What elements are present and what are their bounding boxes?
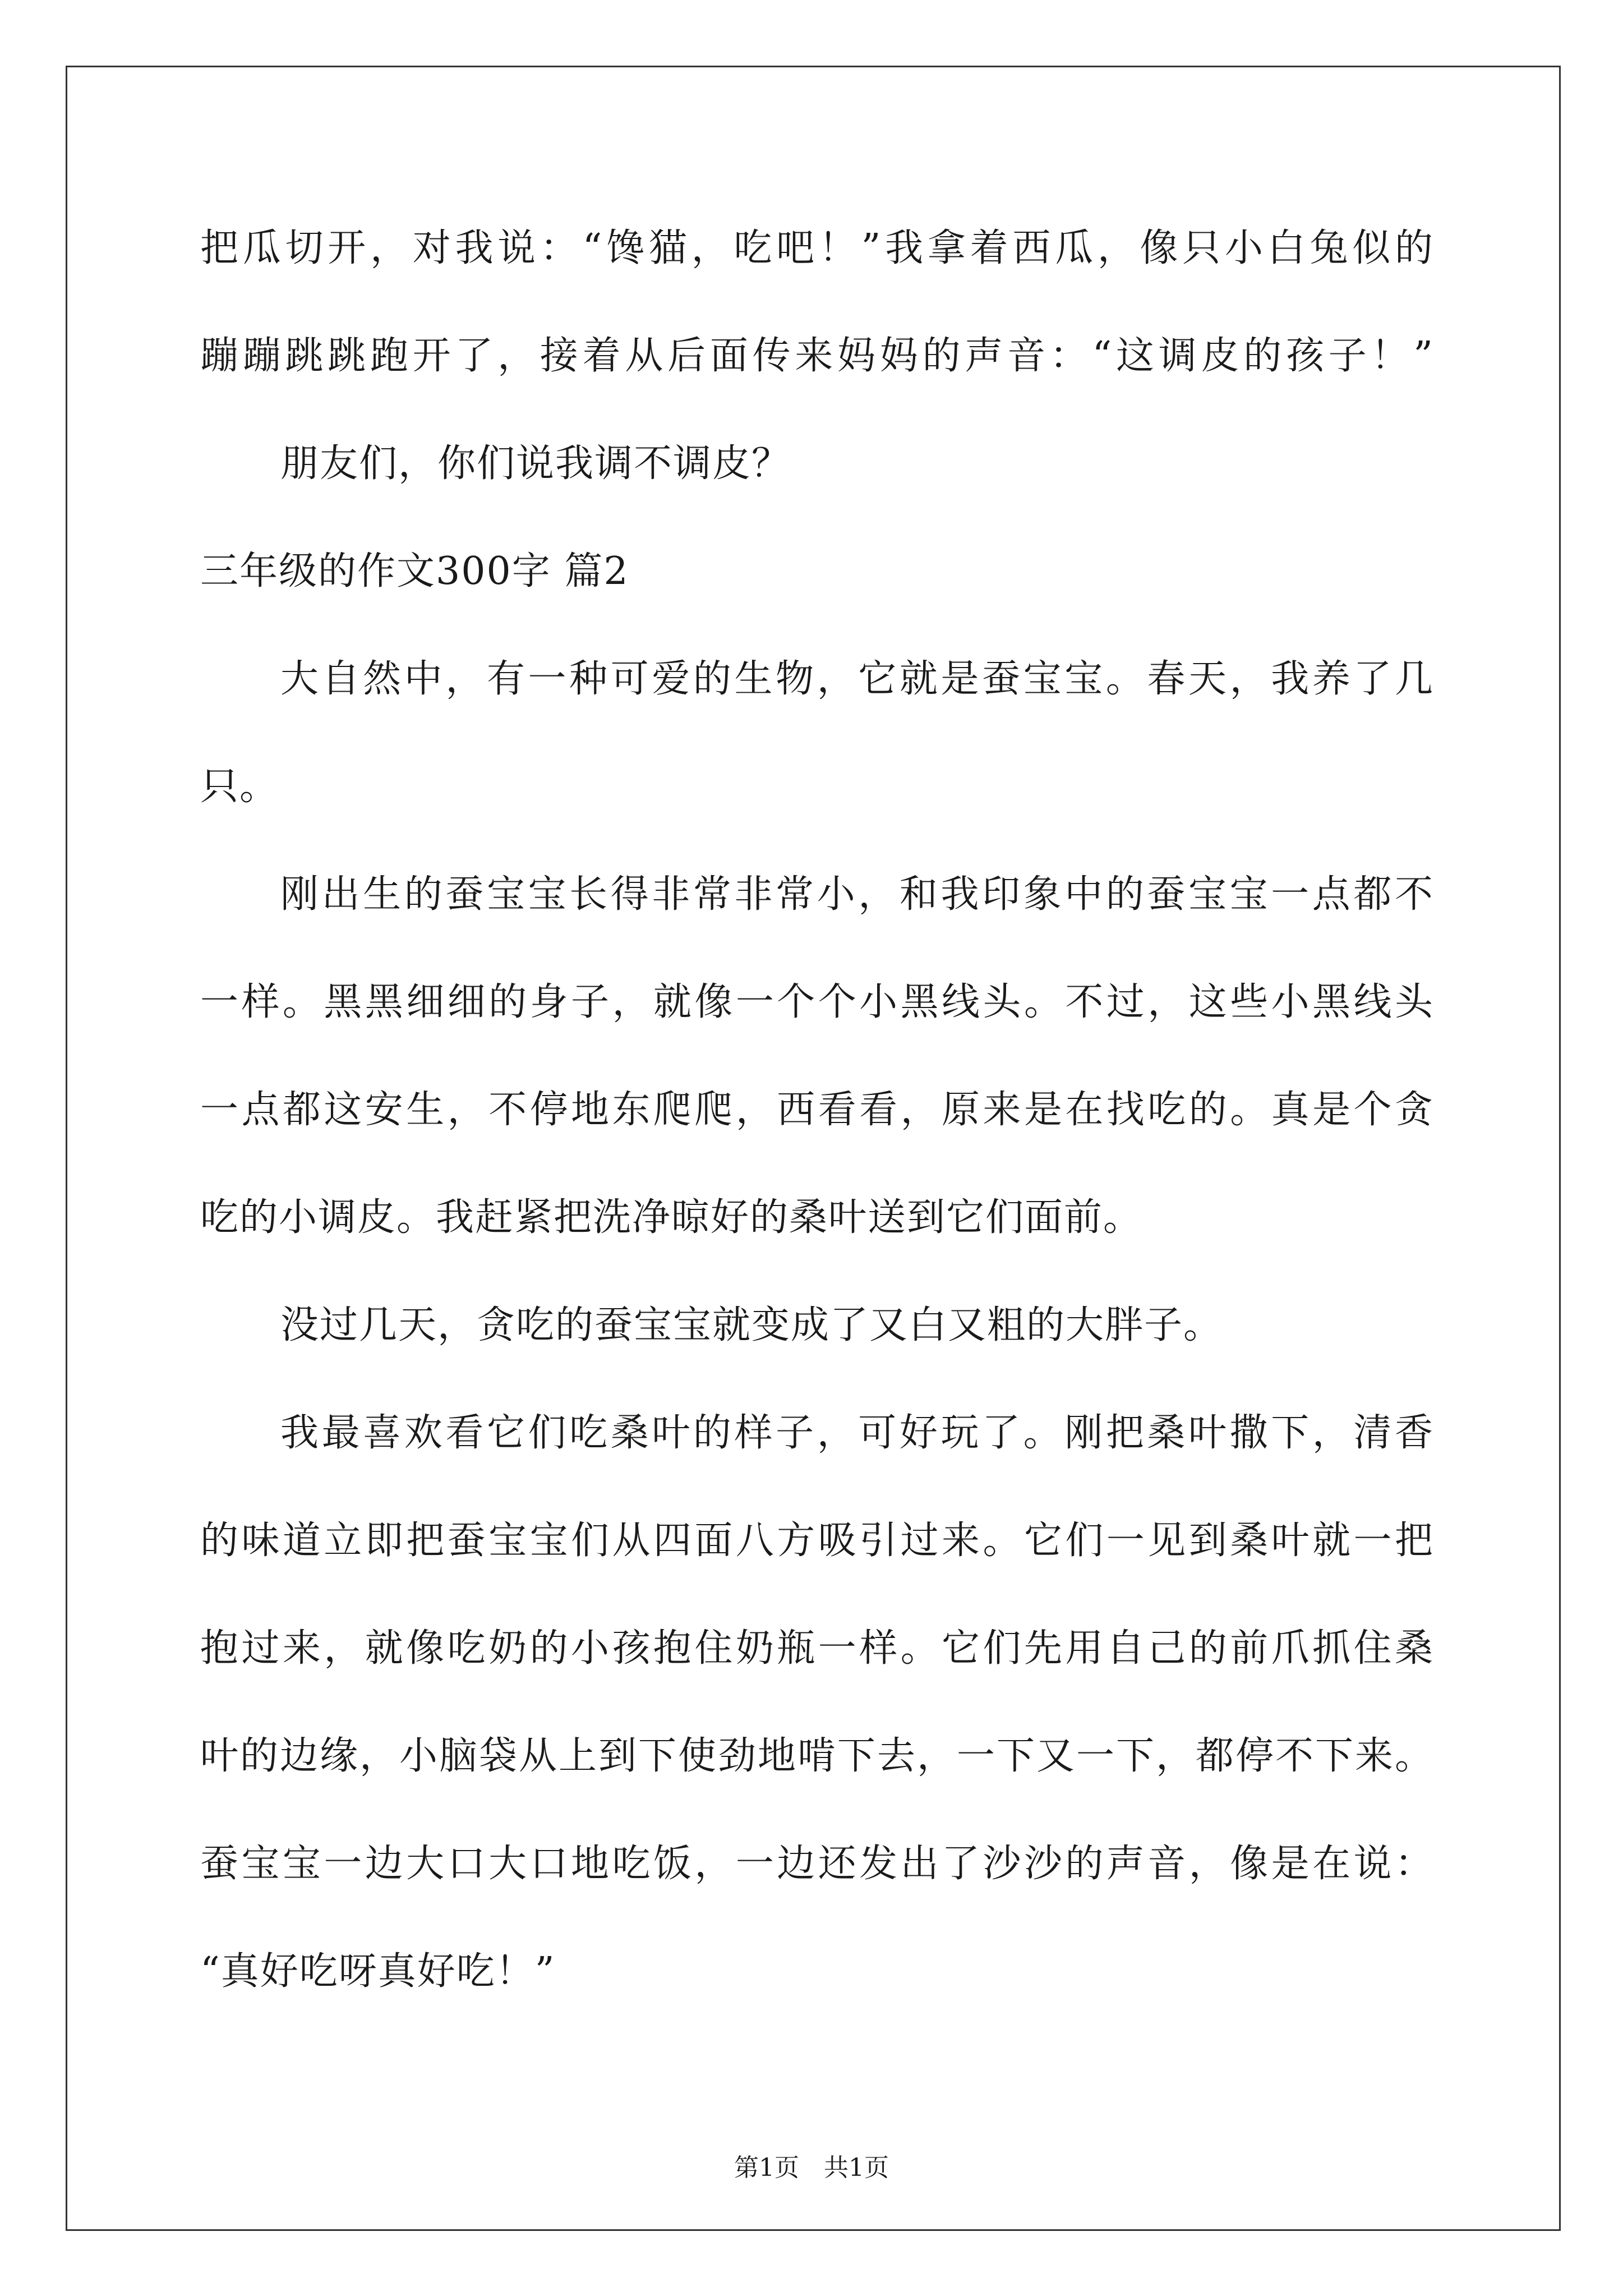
text-line: 一样。黑黑细细的身子，就像一个个小黑线头。不过，这些小黑线头 [200, 980, 1434, 1024]
page-border [66, 66, 1561, 2231]
text-line: 叶的边缘，小脑袋从上到下使劲地啃下去，一下又一下，都停不下来。 [200, 1734, 1434, 1778]
text-line: 没过几天，贪吃的蚕宝宝就变成了又白又粗的大胖子。 [280, 1303, 1223, 1347]
text-line: 吃的小调皮。我赶紧把洗净晾好的桑叶送到它们面前。 [200, 1195, 1143, 1240]
text-line: “真好吃呀真好吃！” [200, 1949, 556, 1994]
text-line: 的味道立即把蚕宝宝们从四面八方吸引过来。它们一见到桑叶就一把 [200, 1519, 1434, 1563]
text-line: 我最喜欢看它们吃桑叶的样子，可好玩了。刚把桑叶撒下，清香 [280, 1411, 1434, 1455]
page-footer: 第1页 共1页 [734, 2154, 889, 2182]
text-line: 蹦蹦跳跳跑开了，接着从后面传来妈妈的声音：“这调皮的孩子！” [200, 334, 1434, 378]
text-line: 一点都这安生，不停地东爬爬，西看看，原来是在找吃的。真是个贪 [200, 1088, 1434, 1132]
text-line: 只。 [200, 765, 279, 809]
text-line: 把瓜切开，对我说：“馋猫，吃吧！”我拿着西瓜，像只小白兔似的 [200, 226, 1434, 270]
text-line: 抱过来，就像吃奶的小孩抱住奶瓶一样。它们先用自己的前爪抓住桑 [200, 1626, 1434, 1671]
text-line: 朋友们，你们说我调不调皮？ [280, 441, 791, 486]
section-heading: 三年级的作文300字 篇2 [200, 549, 629, 593]
text-line: 蚕宝宝一边大口大口地吃饭，一边还发出了沙沙的声音，像是在说： [200, 1842, 1434, 1886]
text-line: 刚出生的蚕宝宝长得非常非常小，和我印象中的蚕宝宝一点都不 [280, 872, 1434, 917]
text-line: 大自然中，有一种可爱的生物，它就是蚕宝宝。春天，我养了几 [280, 657, 1434, 701]
